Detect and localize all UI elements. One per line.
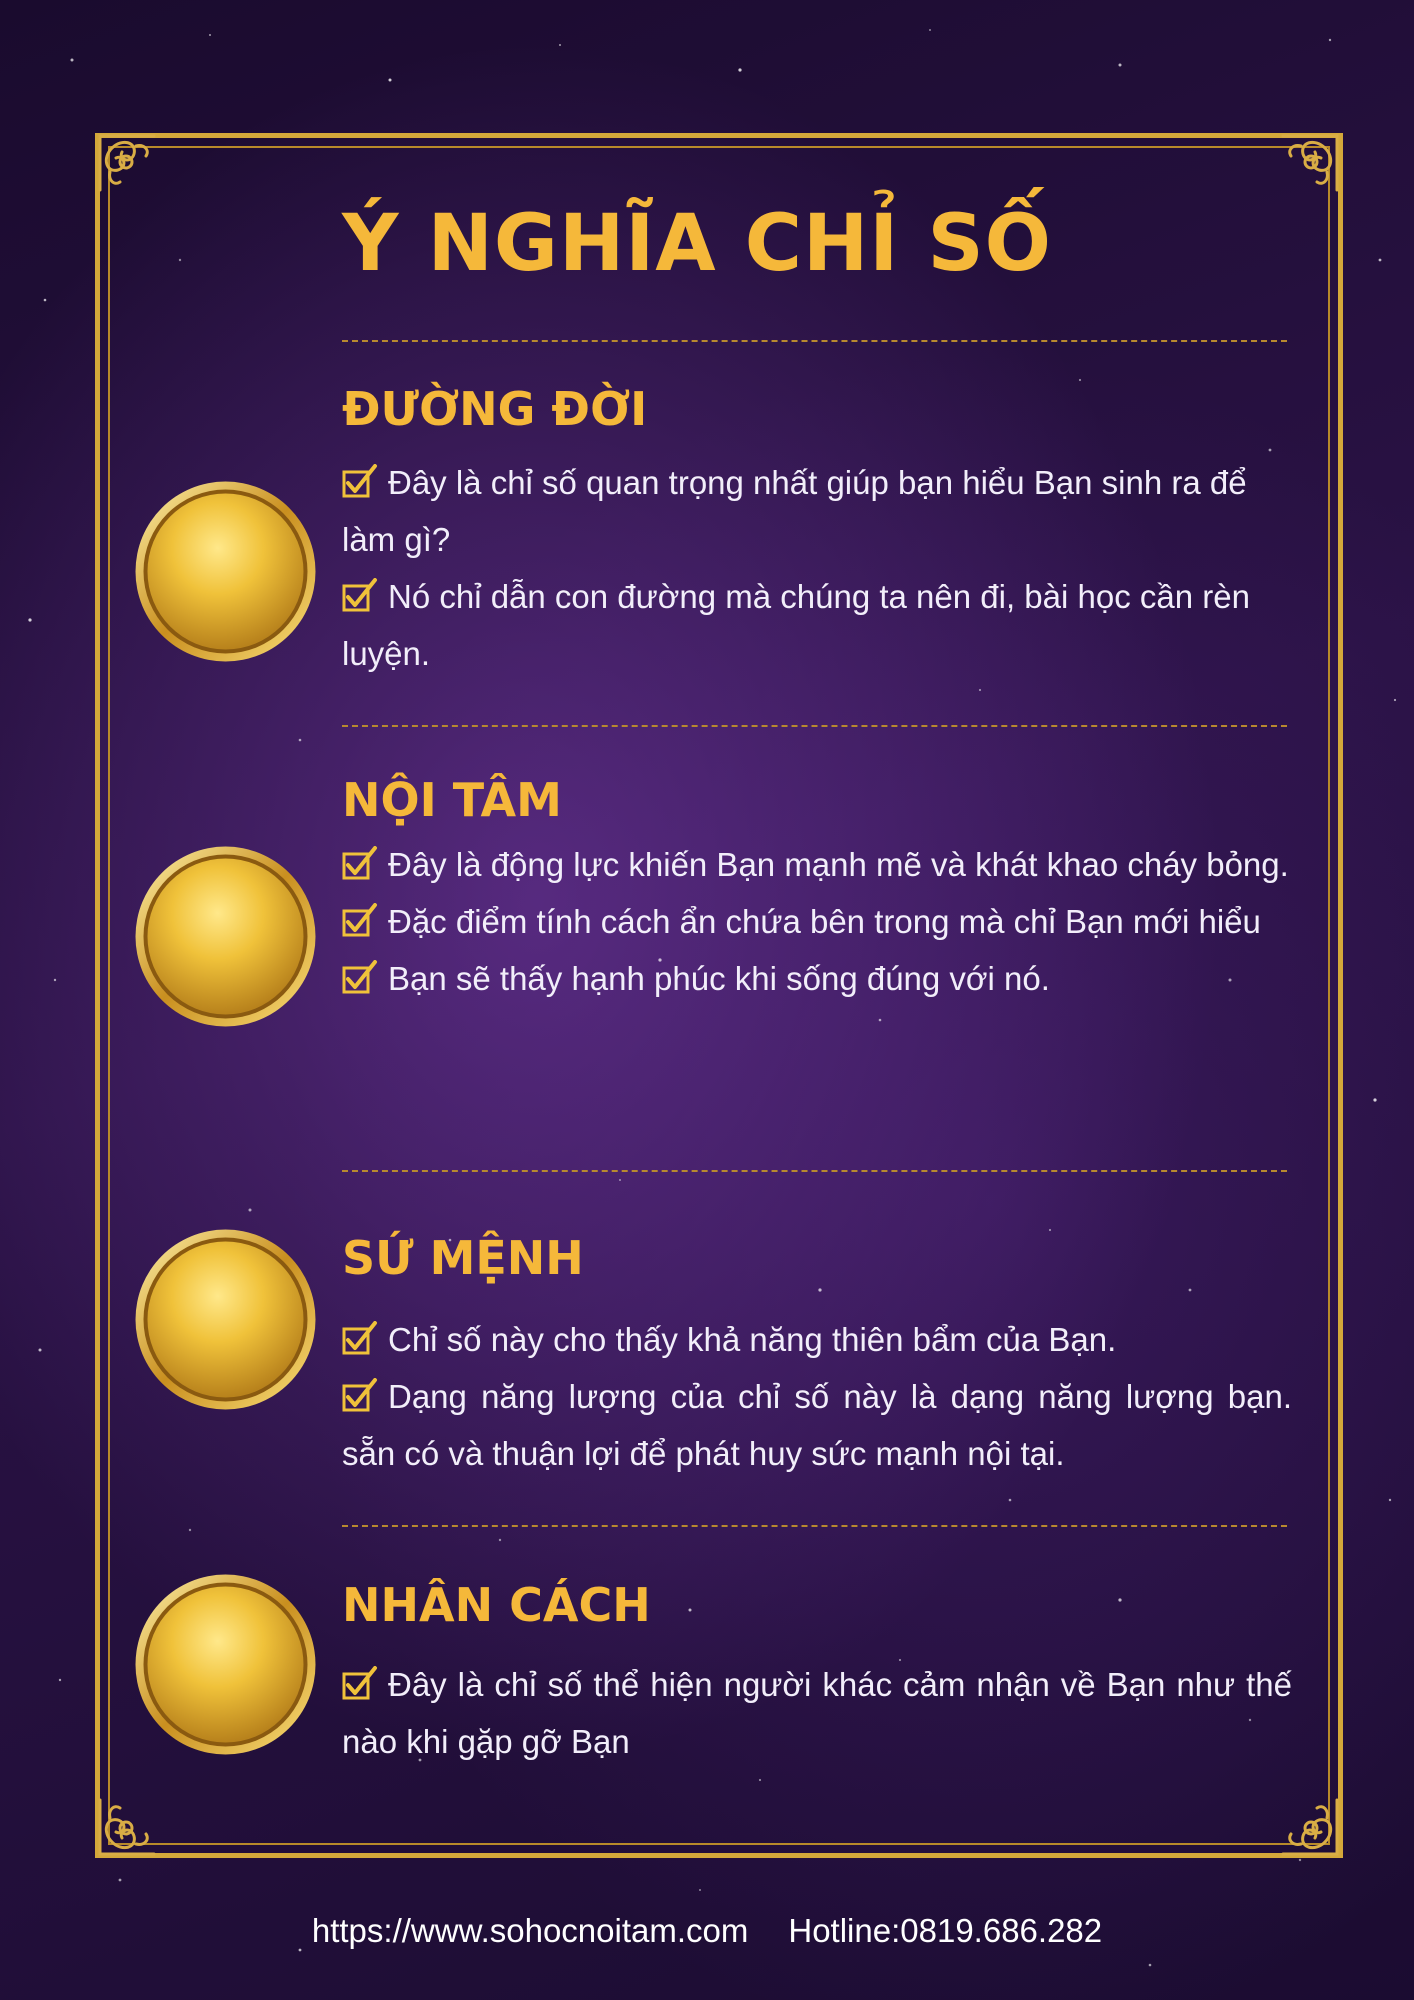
checkbox-check-icon [342, 1378, 378, 1412]
footer [0, 1912, 1414, 1950]
list-item: Dạng năng lượng của chỉ số này là dạng năng lượng bạn. sẵn có và thuận lợi để phát huy sức mạnh nội tại. [342, 1378, 1292, 1472]
list-item: Đây là động lực khiến Bạn mạnh mẽ và khát khao cháy bỏng. [342, 836, 1292, 893]
section-body-noi-tam [342, 836, 1292, 1007]
gold-coin-icon [133, 1572, 318, 1757]
section-body-duong-doi [342, 454, 1292, 682]
section-title-duong-doi: ĐƯỜNG ĐỜI [342, 382, 648, 436]
checkbox-check-icon [342, 903, 378, 937]
checkbox-check-icon [342, 464, 378, 498]
list-item: Đặc điểm tính cách ẩn chứa bên trong mà chỉ Bạn mới hiểu [342, 893, 1292, 950]
checkbox-check-icon [342, 1321, 378, 1355]
list-item: Chỉ số này cho thấy khả năng thiên bẩm của Bạn. [342, 1311, 1292, 1368]
section-body-nhan-cach [342, 1656, 1292, 1770]
gold-coin-icon [133, 479, 318, 664]
gold-coin-icon [133, 844, 318, 1029]
list-item: Đây là chỉ số thể hiện người khác cảm nhận về Bạn như thế nào khi gặp gỡ Bạn [342, 1666, 1292, 1760]
ornament-icon [92, 1792, 162, 1862]
checkbox-check-icon [342, 1666, 378, 1700]
divider [342, 340, 1287, 342]
hotline-text: Hotline:0819.686.282 [788, 1912, 1103, 1949]
list-item: Bạn sẽ thấy hạnh phúc khi sống đúng với nó. [342, 950, 1292, 1007]
list-item: Đây là chỉ số quan trọng nhất giúp bạn hiểu Bạn sinh ra để làm gì? [342, 464, 1247, 558]
section-title-su-menh: SỨ MỆNH [342, 1231, 584, 1285]
ornament-icon [1275, 128, 1345, 198]
divider [342, 1170, 1287, 1172]
section-body-su-menh [342, 1311, 1292, 1482]
ornament-icon [1275, 1792, 1345, 1862]
list-item: Nó chỉ dẫn con đường mà chúng ta nên đi, bài học cần rèn luyện. [342, 578, 1250, 672]
checkbox-check-icon [342, 578, 378, 612]
checkbox-check-icon [342, 960, 378, 994]
page-title: Ý NGHĨA CHỈ SỐ [342, 199, 1052, 289]
website-link[interactable]: https://www.sohocnoitam.com [311, 1912, 749, 1949]
divider [342, 725, 1287, 727]
ornament-icon [92, 128, 162, 198]
gold-coin-icon [133, 1227, 318, 1412]
section-title-noi-tam: NỘI TÂM [342, 773, 562, 827]
divider [342, 1525, 1287, 1527]
checkbox-check-icon [342, 846, 378, 880]
section-title-nhan-cach: NHÂN CÁCH [342, 1578, 651, 1632]
